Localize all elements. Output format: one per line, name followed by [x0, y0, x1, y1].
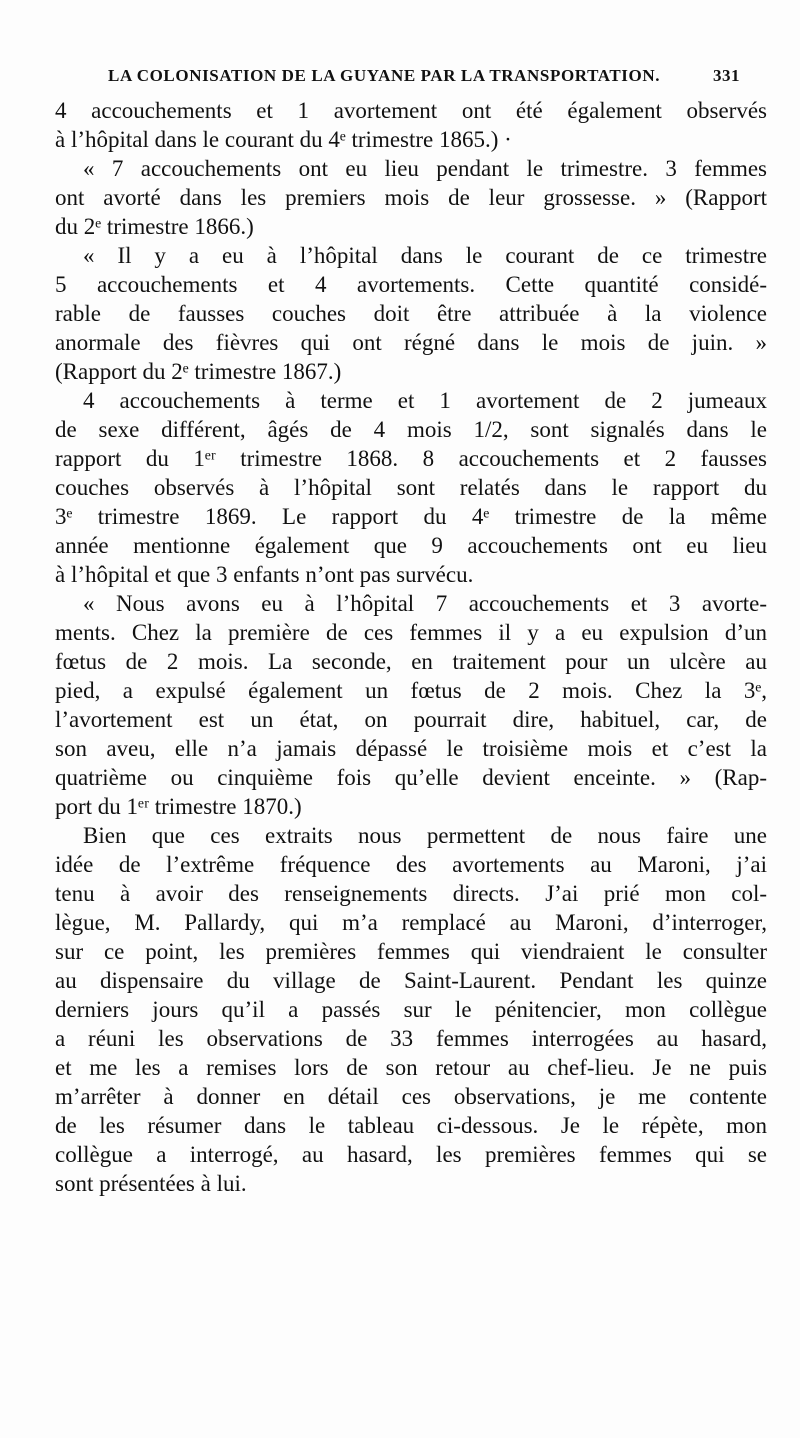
text-line: rapport du 1ᵉʳ trimestre 1868. 8 accouchements et 2 fausses [55, 446, 767, 471]
text-line: du 2ᵉ trimestre 1866.) [55, 214, 254, 239]
text-line: Bien que ces extraits nous permettent de nous faire une [83, 823, 767, 848]
text-line: 5 accouchements et 4 avortements. Cette quantité considé- [55, 272, 767, 297]
text-line: a réuni les observations de 33 femmes interrogées au hasard, [55, 1026, 767, 1051]
page-number: 331 [713, 66, 740, 85]
text-line: « 7 accouchements ont eu lieu pendant le trimestre. 3 femmes [83, 156, 767, 181]
body-text [55, 96, 767, 1306]
text-line: anormale des fièvres qui ont régné dans le mois de juin. » [55, 330, 767, 355]
text-line: rable de fausses couches doit être attribuée à la violence [55, 301, 767, 326]
text-line: son aveu, elle n’a jamais dépassé le troisième mois et c’est la [55, 736, 767, 761]
text-line: lègue, M. Pallardy, qui m’a remplacé au Maroni, d’interroger, [55, 910, 767, 935]
text-line: couches observés à l’hôpital sont relatés dans le rapport du [55, 475, 767, 500]
text-line: de les résumer dans le tableau ci-dessous. Je le répète, mon [55, 1113, 767, 1138]
text-line: m’arrêter à donner en détail ces observations, je me contente [55, 1084, 767, 1109]
text-line: et me les a remises lors de son retour au chef-lieu. Je ne puis [55, 1055, 767, 1080]
text-line: fœtus de 2 mois. La seconde, en traitement pour un ulcère au [55, 649, 767, 674]
text-line: « Nous avons eu à l’hôpital 7 accouchements et 3 avorte- [83, 591, 767, 616]
text-line: ments. Chez la première de ces femmes il y a eu expulsion d’un [55, 620, 767, 645]
running-title: LA COLONISATION DE LA GUYANE PAR LA TRANSPORTATION. [108, 66, 661, 85]
text-line: 3ᵉ trimestre 1869. Le rapport du 4ᵉ trimestre de la même [55, 504, 767, 529]
text-line: au dispensaire du village de Saint-Laurent. Pendant les quinze [55, 968, 767, 993]
text-line: sur ce point, les premières femmes qui viendraient le consulter [55, 939, 767, 964]
text-line: (Rapport du 2ᵉ trimestre 1867.) [55, 359, 342, 384]
text-line: tenu à avoir des renseignements directs. J’ai prié mon col- [55, 881, 767, 906]
text-line: collègue a interrogé, au hasard, les premières femmes qui se [55, 1142, 767, 1167]
text-line: derniers jours qu’il a passés sur le pénitencier, mon collègue [55, 997, 767, 1022]
text-line: 4 accouchements à terme et 1 avortement de 2 jumeaux [83, 388, 767, 413]
text-line: ont avorté dans les premiers mois de leur grossesse. » (Rapport [55, 185, 767, 210]
text-line: l’avortement est un état, on pourrait dire, habituel, car, de [55, 707, 767, 732]
text-line: port du 1ᵉʳ trimestre 1870.) [55, 794, 302, 819]
text-line: de sexe différent, âgés de 4 mois 1/2, sont signalés dans le [55, 417, 767, 442]
text-line: « Il y a eu à l’hôpital dans le courant de ce trimestre [83, 243, 767, 268]
page-header [108, 66, 740, 92]
text-line: 4 accouchements et 1 avortement ont été également observés [55, 98, 767, 123]
text-line: quatrième ou cinquième fois qu’elle devient enceinte. » (Rap- [55, 765, 767, 790]
text-line: à l’hôpital et que 3 enfants n’ont pas survécu. [55, 562, 474, 587]
text-line: année mentionne également que 9 accouchements ont eu lieu [55, 533, 767, 558]
text-line: à l’hôpital dans le courant du 4ᵉ trimestre 1865.) · [55, 127, 512, 152]
text-line: idée de l’extrême fréquence des avortements au Maroni, j’ai [55, 852, 767, 877]
text-line: sont présentées à lui. [55, 1171, 247, 1196]
text-line: pied, a expulsé également un fœtus de 2 mois. Chez la 3ᵉ, [55, 678, 767, 703]
